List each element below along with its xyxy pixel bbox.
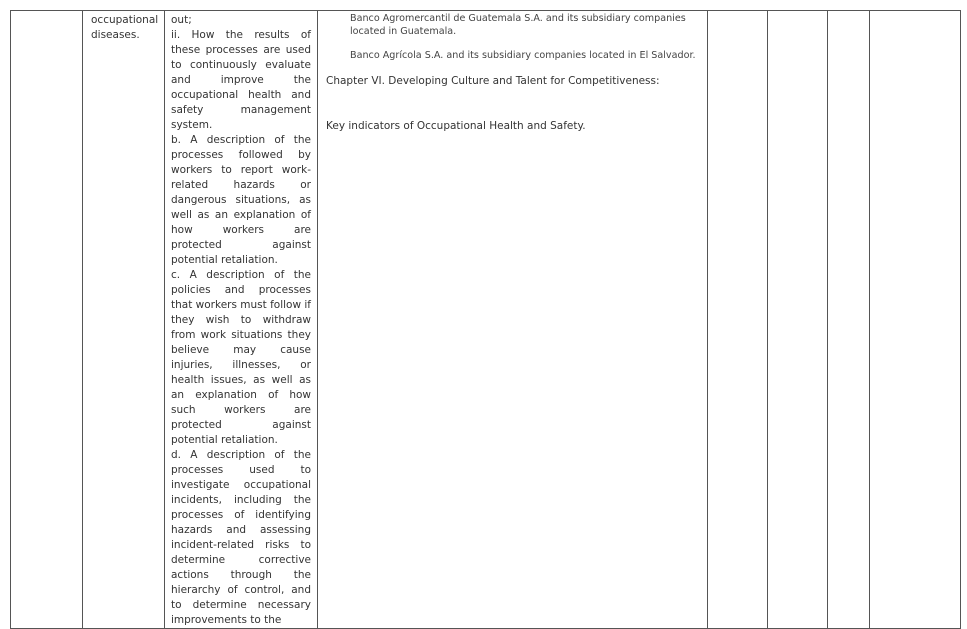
empty-cell xyxy=(708,11,768,629)
empty-cell xyxy=(828,11,870,629)
topic-text xyxy=(83,11,164,43)
sub-reference-el-salvador: Banco Agrícola S.A. and its subsidiary companies located in El Salvador. xyxy=(350,50,696,61)
indicator-reference: Key indicators of Occupational Health and Safety. xyxy=(326,120,586,132)
chapter-reference: Chapter VI. Developing Culture and Talent for Competitiveness: xyxy=(326,75,660,87)
requirement-cell xyxy=(165,11,318,629)
requirement-paragraph: b. A description of the processes followed by workers to report work-related hazards or dangerous situations, as well as an explanation of how workers are protected against potential retaliation. xyxy=(171,134,311,266)
requirement-paragraph: c. A description of the policies and processes that workers must follow if they wish to withdraw from work situations they believe may cause injuries, illnesses, or health issues, as well as an explanation of how such workers are protected against potential retaliation. xyxy=(171,269,312,446)
requirement-paragraph: ii. How the results of these processes are used to continuously evaluate and improve the occupational health and safety management system. xyxy=(171,29,311,131)
requirement-text xyxy=(165,11,317,628)
topic-line: occupational xyxy=(91,14,159,26)
gri-content-index-table xyxy=(10,10,961,629)
requirement-paragraph: out; xyxy=(171,14,192,26)
table-row xyxy=(11,11,961,629)
standard-cell xyxy=(11,11,83,629)
requirement-paragraph: d. A description of the processes used to investigate occupational incidents, including the processes of identifying hazards and assessing incident-related risks to determine corrective actions through the hierarchy of control, and to determine necessary improvements to the xyxy=(171,449,311,626)
topic-line: diseases. xyxy=(91,29,140,41)
topic-cell xyxy=(83,11,165,629)
reference-content xyxy=(318,12,707,134)
reference-cell xyxy=(318,11,708,629)
sub-reference-guatemala: Banco Agromercantil de Guatemala S.A. and its subsidiary companies located in Guatemala. xyxy=(350,13,686,37)
empty-cell xyxy=(768,11,828,629)
empty-cell xyxy=(870,11,961,629)
